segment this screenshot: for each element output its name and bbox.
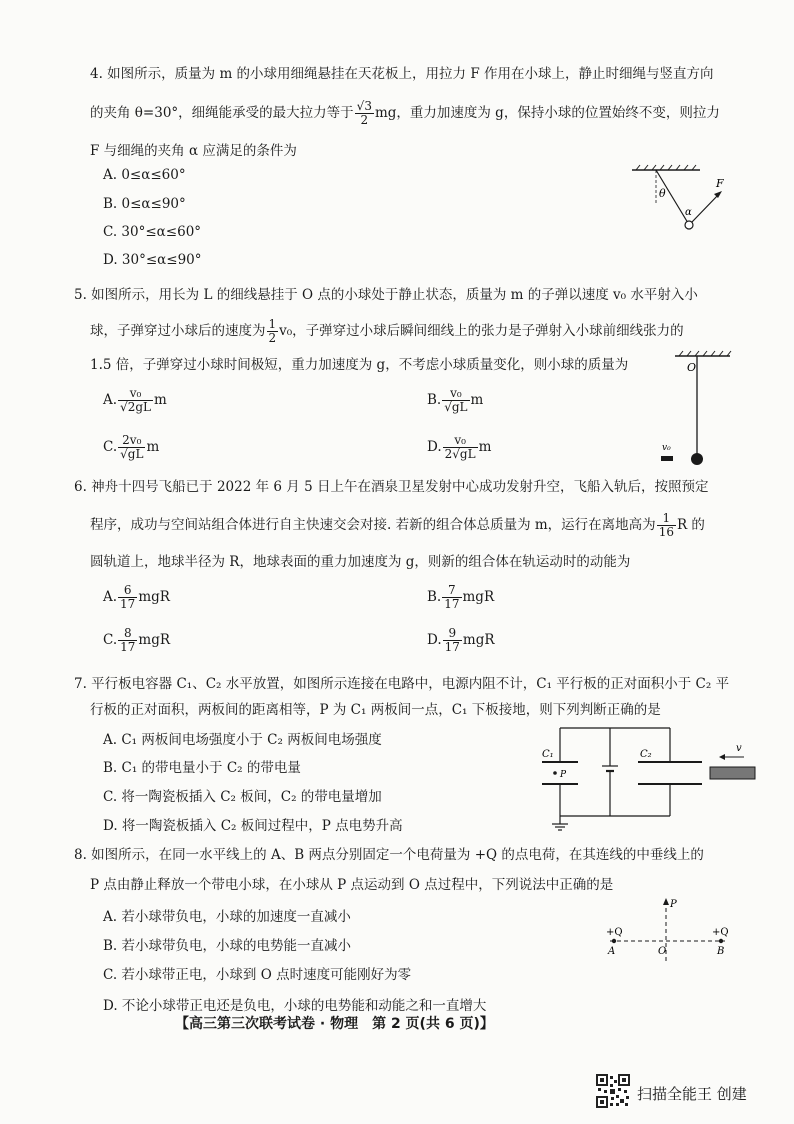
point-o-label: O	[687, 361, 697, 374]
q8-line-1: 8. 如图所示，在同一水平线上的 A、B 两点分别固定一个电荷量为 +Q 的点电荷，在其连线的中垂线上的	[74, 847, 704, 863]
force-line	[692, 193, 720, 222]
alpha-label: α	[685, 207, 692, 218]
force-label: F	[716, 177, 724, 190]
frac-num: 6	[118, 584, 137, 598]
option-fraction	[118, 387, 153, 414]
q4-option-d: D. 30°≤α≤90°	[103, 252, 202, 268]
q8-option-b: B. 若小球带负电，小球的电势能一直减小	[103, 938, 352, 954]
frac-den: 17	[444, 597, 460, 611]
ground-symbol	[552, 824, 568, 830]
q5-line-2b: v₀，子弹穿过小球后瞬间细线上的张力是子弹射入小球前细线张力的	[279, 323, 684, 339]
charge-a	[612, 939, 616, 943]
v-label: v	[736, 743, 742, 754]
q5-fraction	[267, 318, 279, 345]
q7-option-b: B. C₁ 的带电量小于 C₂ 的带电量	[103, 760, 301, 776]
charge-b	[719, 939, 723, 943]
q8-option-c: C. 若小球带正电，小球到 O 点时速度可能刚好为零	[103, 967, 412, 983]
frac-num: 7	[442, 584, 461, 598]
ball	[685, 221, 693, 229]
q5-line-1: 5. 如图所示，用长为 L 的细线悬挂于 O 点的小球处于静止状态，质量为 m 的子弹以速度 v₀ 水平射入小	[74, 287, 698, 303]
a-label: A	[608, 946, 616, 957]
q6-line-2	[90, 512, 705, 539]
frac-den: 2√gL	[444, 447, 476, 461]
q4-frac-num: √3	[356, 99, 372, 113]
velocity-label: v₀	[662, 443, 671, 453]
frac-num: v₀	[442, 387, 469, 401]
o-label: O	[658, 946, 667, 957]
p-label: P	[560, 770, 567, 780]
option-fraction	[118, 627, 137, 654]
q4-option-a: A. 0≤α≤60°	[103, 167, 186, 183]
q7-option-a: A. C₁ 两板间电场强度小于 C₂ 两板间电场强度	[103, 732, 382, 748]
q7-option-d: D. 将一陶瓷板插入 C₂ 板间过程中，P 点电势升高	[103, 818, 403, 834]
q6-line-2b: R 的	[676, 517, 705, 533]
frac-den: 17	[444, 640, 460, 654]
frac-den: √gL	[444, 400, 468, 414]
q5-frac-num: 1	[268, 317, 277, 331]
c1-label: C₁	[542, 749, 554, 760]
page-footer: 【高三第三次联考试卷 · 物理 第 2 页(共 6 页)】	[175, 1016, 494, 1032]
q8-figure	[600, 895, 740, 965]
q4-figure	[630, 165, 740, 240]
option-tail: mgR	[138, 589, 170, 605]
q4-line-1: 4. 如图所示，质量为 m 的小球用细绳悬挂在天花板上，用拉力 F 作用在小球上，静止时细绳与竖直方向	[90, 66, 714, 82]
frac-num: v₀	[118, 387, 153, 401]
ceramic-plate	[710, 767, 755, 779]
option-label: C.	[103, 439, 118, 455]
force-arrowhead	[714, 191, 722, 198]
q4-fraction	[355, 100, 374, 127]
q5-frac-den: 2	[268, 331, 277, 345]
q4-line-2b: mg，重力加速度为 g，保持小球的位置始终不变，则拉力	[374, 105, 720, 121]
p-arrowhead	[663, 898, 669, 905]
bullet	[661, 456, 673, 461]
q7-line-2: 行板的正对面积，两板间的距离相等，P 为 C₁ 两板间一点，C₁ 下板接地，则下列判断正确的是	[90, 702, 661, 718]
frac-den: 17	[120, 597, 136, 611]
q5-figure	[655, 348, 735, 473]
q6-option-c	[103, 627, 170, 654]
q6-option-b	[427, 584, 494, 611]
frac-den: √2gL	[120, 400, 151, 414]
q5-option-a	[103, 387, 167, 414]
frac-num: 9	[443, 627, 462, 641]
velocity-arrowhead	[719, 754, 725, 760]
q5-option-b	[427, 387, 483, 414]
q6-line-1: 6. 神舟十四号飞船已于 2022 年 6 月 5 日上午在酒泉卫星发射中心成功发射升空，飞船入轨后，按照预定	[74, 479, 709, 495]
option-fraction	[443, 434, 478, 461]
q7-figure	[530, 720, 760, 835]
q4-line-3: F 与细绳的夹角 α 应满足的条件为	[90, 143, 297, 159]
option-tail: mgR	[138, 632, 171, 648]
option-label: D.	[427, 632, 442, 648]
q4-option-c: C. 30°≤α≤60°	[103, 224, 202, 240]
q6-frac-den: 16	[658, 525, 674, 539]
qb-label: +Q	[712, 927, 729, 938]
frac-num: v₀	[443, 434, 478, 448]
p-label: P	[670, 899, 677, 910]
option-label: B.	[427, 589, 442, 605]
option-label: A.	[103, 589, 118, 605]
q4-frac-den: 2	[360, 113, 369, 127]
q7-option-c: C. 将一陶瓷板插入 C₂ 板间，C₂ 的带电量增加	[103, 789, 382, 805]
option-fraction	[118, 434, 145, 461]
q8-option-a: A. 若小球带负电，小球的加速度一直减小	[103, 909, 351, 925]
option-tail: mgR	[462, 589, 495, 605]
point-p	[553, 771, 557, 775]
option-tail: m	[478, 439, 492, 455]
q7-line-1: 7. 平行板电容器 C₁、C₂ 水平放置，如图所示连接在电路中，电源内阻不计，C₁ 平行板的正对面积小于 C₂ 平	[74, 676, 730, 692]
q8-line-2: P 点由静止释放一个带电小球，在小球从 P 点运动到 O 点过程中，下列说法中正确的是	[90, 877, 614, 893]
option-fraction	[443, 627, 462, 654]
q6-line-3: 圆轨道上，地球半径为 R，地球表面的重力加速度为 g，则新的组合体在轨运动时的动能为	[90, 554, 631, 570]
option-tail: m	[153, 392, 167, 408]
q5-option-d	[427, 434, 491, 461]
q4-option-b: B. 0≤α≤90°	[103, 196, 186, 212]
frac-num: 2v₀	[118, 434, 145, 448]
option-tail: m	[470, 392, 484, 408]
option-label: B.	[427, 392, 442, 408]
q5-line-3: 1.5 倍，子弹穿过小球时间极短，重力加速度为 g，不考虑小球质量变化，则小球的质量为	[90, 357, 629, 373]
option-fraction	[442, 387, 469, 414]
q4-line-2a: 的夹角 θ=30°，细绳能承受的最大拉力等于	[90, 105, 354, 121]
q8-option-d: D. 不论小球带正电还是负电，小球的电势能和动能之和一直增大	[103, 998, 487, 1014]
frac-num: 8	[118, 627, 137, 641]
qa-label: +Q	[606, 927, 623, 938]
option-tail: m	[146, 439, 160, 455]
q5-line-2a: 球，子弹穿过小球后的速度为	[90, 323, 266, 339]
c2-label: C₂	[640, 749, 652, 760]
q5-option-c	[103, 434, 159, 461]
b-label: B	[717, 946, 725, 957]
option-label: A.	[103, 392, 118, 408]
frac-den: 17	[120, 640, 136, 654]
option-fraction	[118, 584, 137, 611]
option-label: D.	[427, 439, 442, 455]
ball	[691, 453, 703, 465]
qr-code-icon	[596, 1074, 630, 1108]
q4-line-2	[90, 100, 720, 127]
scanner-watermark: 扫描全能王 创建	[637, 1085, 747, 1103]
option-tail: mgR	[462, 632, 495, 648]
frac-den: √gL	[120, 447, 144, 461]
option-fraction	[442, 584, 461, 611]
q6-fraction	[657, 512, 676, 539]
theta-label: θ	[659, 187, 666, 200]
q5-line-2	[90, 318, 684, 345]
q6-frac-num: 1	[657, 512, 676, 526]
q6-line-2a: 程序，成功与空间站组合体进行自主快速交会对接. 若新的组合体总质量为 m，运行在离地高为	[90, 517, 656, 533]
q6-option-d	[427, 627, 495, 654]
q6-option-a	[103, 584, 170, 611]
option-label: C.	[103, 632, 118, 648]
